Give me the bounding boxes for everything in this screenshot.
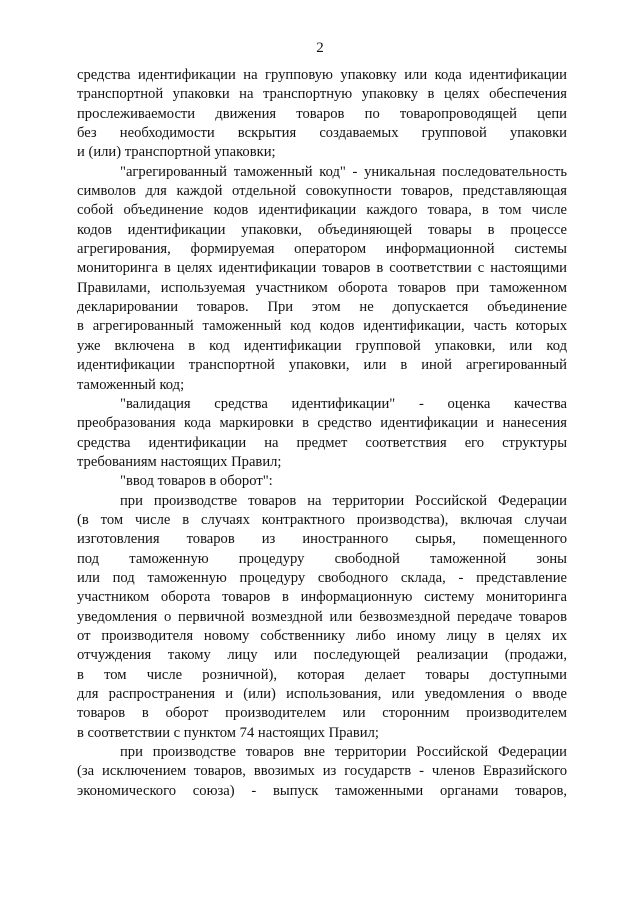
text-line: при производстве товаров вне территории Российской Федерации: [120, 744, 567, 761]
text-line: кодов идентификации упаковки, объединяющей товары в процессе: [77, 221, 567, 238]
page-number: 2: [316, 40, 324, 56]
text-line: уже включена в код идентификации групповой упаковки, или код: [77, 337, 567, 354]
text-line: идентификации транспортной упаковки, или в иной агрегированный: [77, 357, 567, 374]
text-line: "ввод товаров в оборот":: [120, 473, 273, 490]
text-line: в агрегированный таможенный код кодов идентификации, часть которых: [77, 318, 567, 335]
text-line: товаров в оборот производителем или сторонним производителем: [77, 705, 567, 722]
text-line: (в том числе в случаях контрактного производства), включая случаи: [77, 511, 567, 528]
text-line: в соответствии с пунктом 74 настоящих Правил;: [77, 724, 379, 741]
text-line: и (или) транспортной упаковки;: [77, 144, 276, 161]
text-line: экономического союза) - выпуск таможенными органами товаров,: [77, 782, 567, 799]
text-line: под таможенную процедуру свободной таможенной зоны: [77, 550, 567, 567]
text-line: мониторинга в целях идентификации товаров в соответствии с настоящими: [77, 260, 567, 277]
text-line: при производстве товаров на территории Российской Федерации: [120, 492, 567, 509]
text-line: средства идентификации на групповую упаковку или кода идентификации: [77, 67, 567, 83]
text-line: без необходимости вскрытия создаваемых групповой упаковки: [77, 125, 567, 142]
text-line: (за исключением товаров, ввозимых из государств - членов Евразийского: [77, 763, 567, 780]
text-line: таможенный код;: [77, 376, 185, 393]
text-line: прослеживаемости движения товаров по товаропроводящей цепи: [77, 105, 567, 122]
text-line: Правилами, используемая участником оборота товаров при таможенном: [77, 279, 567, 296]
text-line: "валидация средства идентификации" - оценка качества: [120, 395, 567, 412]
text-line: средства идентификации на предмет соответствия его структуры: [77, 434, 567, 451]
text-line: изготовления товаров из иностранного сырья, помещенного: [77, 531, 567, 548]
text-line: отчуждения такому лицу или последующей реализации (продажи,: [77, 647, 567, 664]
text-line: в том числе розничной), которая делает товары доступными: [77, 666, 567, 683]
text-line: от производителя новому собственнику либо иному лицу в целях их: [77, 627, 567, 644]
text-line: для распространения и (или) использования, или уведомления о вводе: [77, 686, 567, 702]
text-line: транспортной упаковки на транспортную упаковку в целях обеспечения: [77, 86, 567, 103]
text-line: или под таможенную процедуру свободного склада, - представление: [77, 569, 567, 586]
document-body: [77, 66, 567, 801]
text-line: уведомления о первичной возмездной или безвозмездной передаче товаров: [77, 608, 567, 625]
text-line: "агрегированный таможенный код" - уникальная последовательность: [120, 163, 567, 180]
text-line: преобразования кода маркировки в средство идентификации и нанесения: [77, 415, 567, 432]
text-line: агрегирования, формируемая оператором информационной системы: [77, 241, 567, 258]
text-line: собой объединение кодов идентификации каждого товара, в том числе: [77, 202, 567, 219]
text-line: требованиям настоящих Правил;: [77, 453, 282, 470]
text-line: участником оборота товаров в информационную систему мониторинга: [77, 589, 567, 606]
text-line: декларировании товаров. При этом не допускается объединение: [77, 299, 567, 316]
text-line: символов для каждой отдельной совокупности товаров, представляющая: [77, 183, 567, 200]
